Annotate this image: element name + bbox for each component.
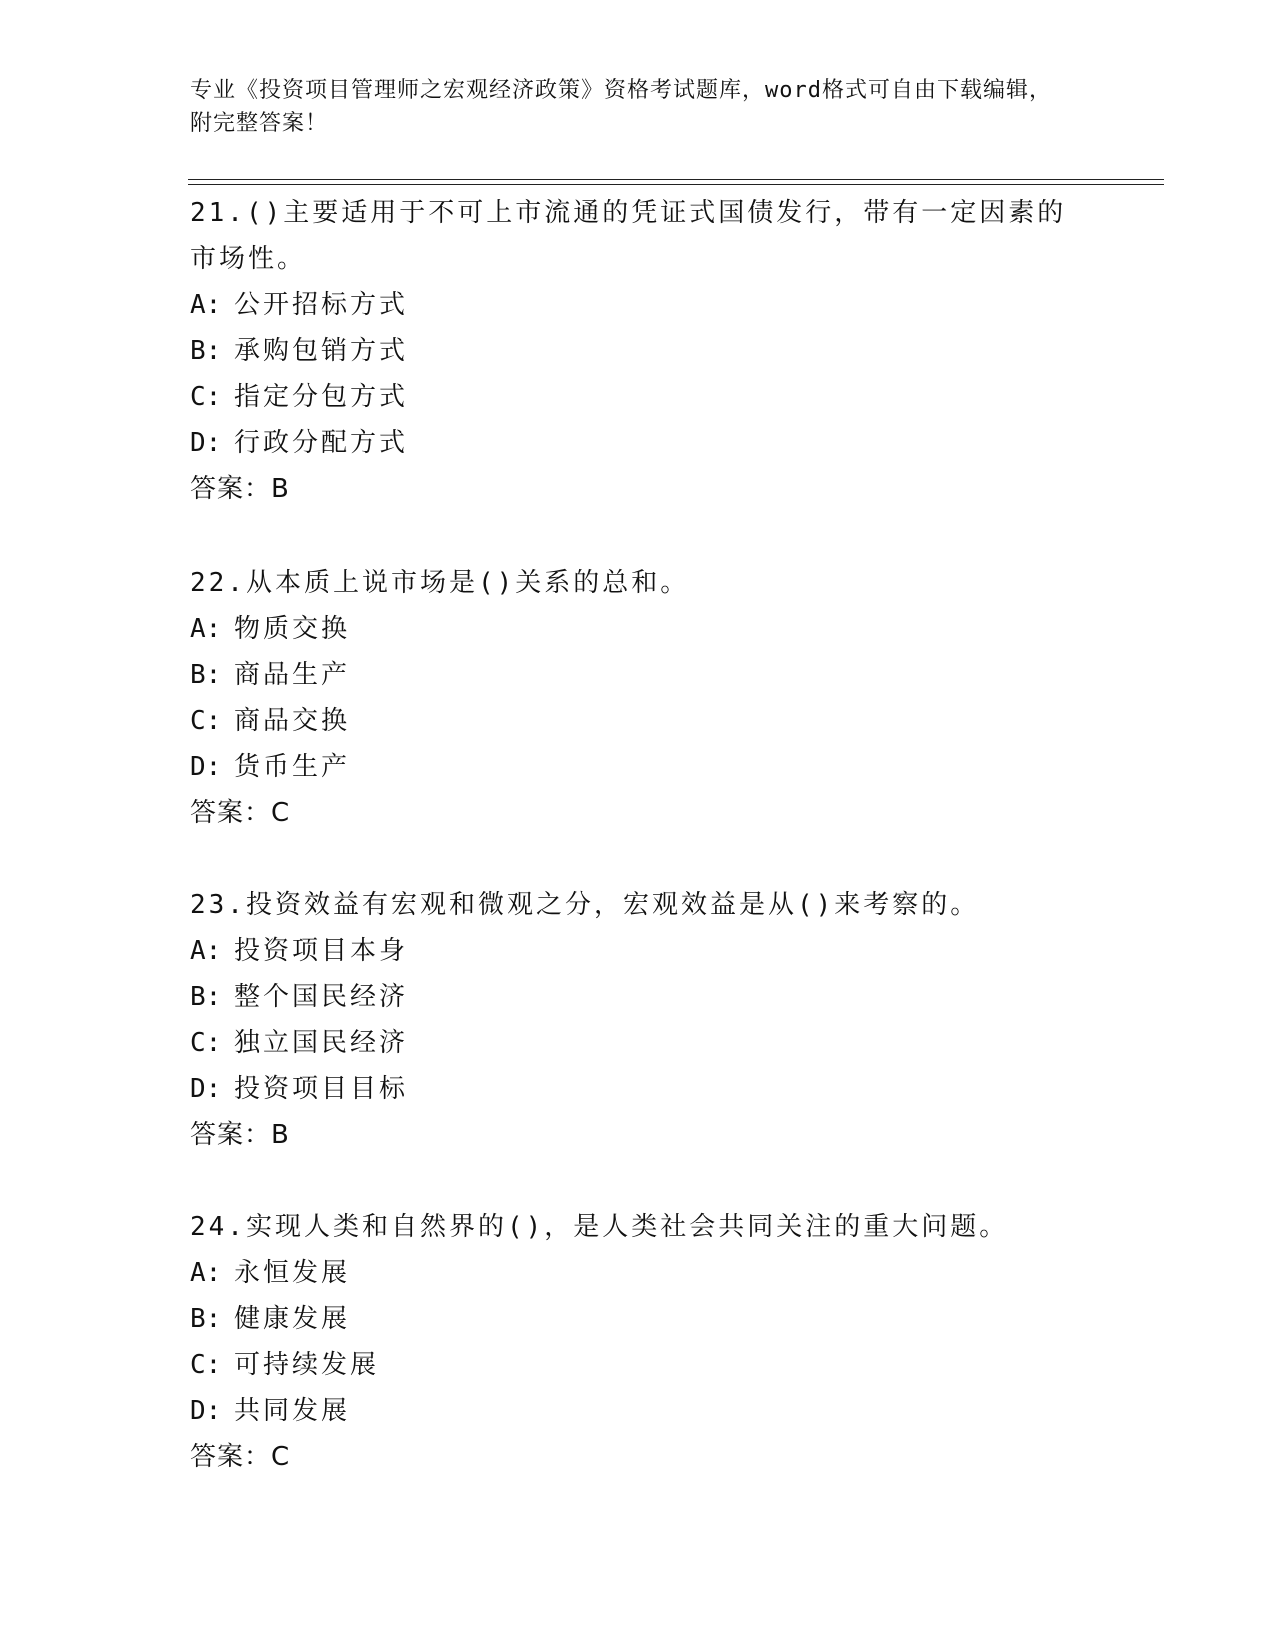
question-stem: 24.实现人类和自然界的()，是人类社会共同关注的重大问题。 xyxy=(190,1212,1009,1242)
option-a xyxy=(190,282,1090,328)
option-letter: A: xyxy=(190,290,222,320)
option-d xyxy=(190,1066,1090,1112)
option-d xyxy=(190,420,1090,466)
option-a xyxy=(190,928,1090,974)
answer-line: 答案：C xyxy=(190,1442,291,1472)
option-b xyxy=(190,974,1090,1020)
option-d xyxy=(190,744,1090,790)
option-a xyxy=(190,606,1090,652)
option-letter: C: xyxy=(190,1350,222,1380)
option-text: 公开招标方式 xyxy=(234,290,409,320)
option-letter: B: xyxy=(190,660,222,690)
document-header: 专业《投资项目管理师之宏观经济政策》资格考试题库，word格式可自由下载编辑，附完整答案！ xyxy=(190,78,1052,136)
option-letter: C: xyxy=(190,706,222,736)
header-divider-bottom xyxy=(188,184,1164,185)
option-text: 永恒发展 xyxy=(234,1258,351,1288)
option-letter: B: xyxy=(190,336,222,366)
question-23 xyxy=(190,882,1090,1158)
option-d xyxy=(190,1388,1090,1434)
option-text: 独立国民经济 xyxy=(234,1028,409,1058)
option-text: 承购包销方式 xyxy=(234,336,409,366)
option-a xyxy=(190,1250,1090,1296)
answer-line: 答案：B xyxy=(190,474,290,504)
option-b xyxy=(190,652,1090,698)
question-stem: 23.投资效益有宏观和微观之分，宏观效益是从()来考察的。 xyxy=(190,890,980,920)
question-stem: 22.从本质上说市场是()关系的总和。 xyxy=(190,568,690,598)
answer-line: 答案：B xyxy=(190,1120,290,1150)
option-text: 可持续发展 xyxy=(234,1350,380,1380)
answer-line: 答案：C xyxy=(190,798,291,828)
option-text: 共同发展 xyxy=(234,1396,351,1426)
option-text: 健康发展 xyxy=(234,1304,351,1334)
option-letter: A: xyxy=(190,936,222,966)
option-c xyxy=(190,374,1090,420)
option-c xyxy=(190,1342,1090,1388)
question-21 xyxy=(190,190,1090,512)
option-letter: D: xyxy=(190,1074,222,1104)
option-letter: D: xyxy=(190,752,222,782)
option-letter: D: xyxy=(190,428,222,458)
question-24 xyxy=(190,1204,1090,1480)
option-letter: C: xyxy=(190,382,222,412)
question-stem: 21.()主要适用于不可上市流通的凭证式国债发行，带有一定因素的市场性。 xyxy=(190,198,1067,274)
option-letter: C: xyxy=(190,1028,222,1058)
option-text: 投资项目目标 xyxy=(234,1074,409,1104)
option-text: 整个国民经济 xyxy=(234,982,409,1012)
option-text: 商品交换 xyxy=(234,706,351,736)
option-b xyxy=(190,328,1090,374)
option-b xyxy=(190,1296,1090,1342)
option-text: 投资项目本身 xyxy=(234,936,409,966)
header-divider-top xyxy=(188,179,1164,180)
option-letter: D: xyxy=(190,1396,222,1426)
option-c xyxy=(190,1020,1090,1066)
option-text: 行政分配方式 xyxy=(234,428,409,458)
option-text: 物质交换 xyxy=(234,614,351,644)
option-text: 商品生产 xyxy=(234,660,351,690)
option-letter: A: xyxy=(190,614,222,644)
option-text: 货币生产 xyxy=(234,752,351,782)
question-22 xyxy=(190,560,1090,836)
option-letter: A: xyxy=(190,1258,222,1288)
option-text: 指定分包方式 xyxy=(234,382,409,412)
option-letter: B: xyxy=(190,982,222,1012)
option-c xyxy=(190,698,1090,744)
option-letter: B: xyxy=(190,1304,222,1334)
